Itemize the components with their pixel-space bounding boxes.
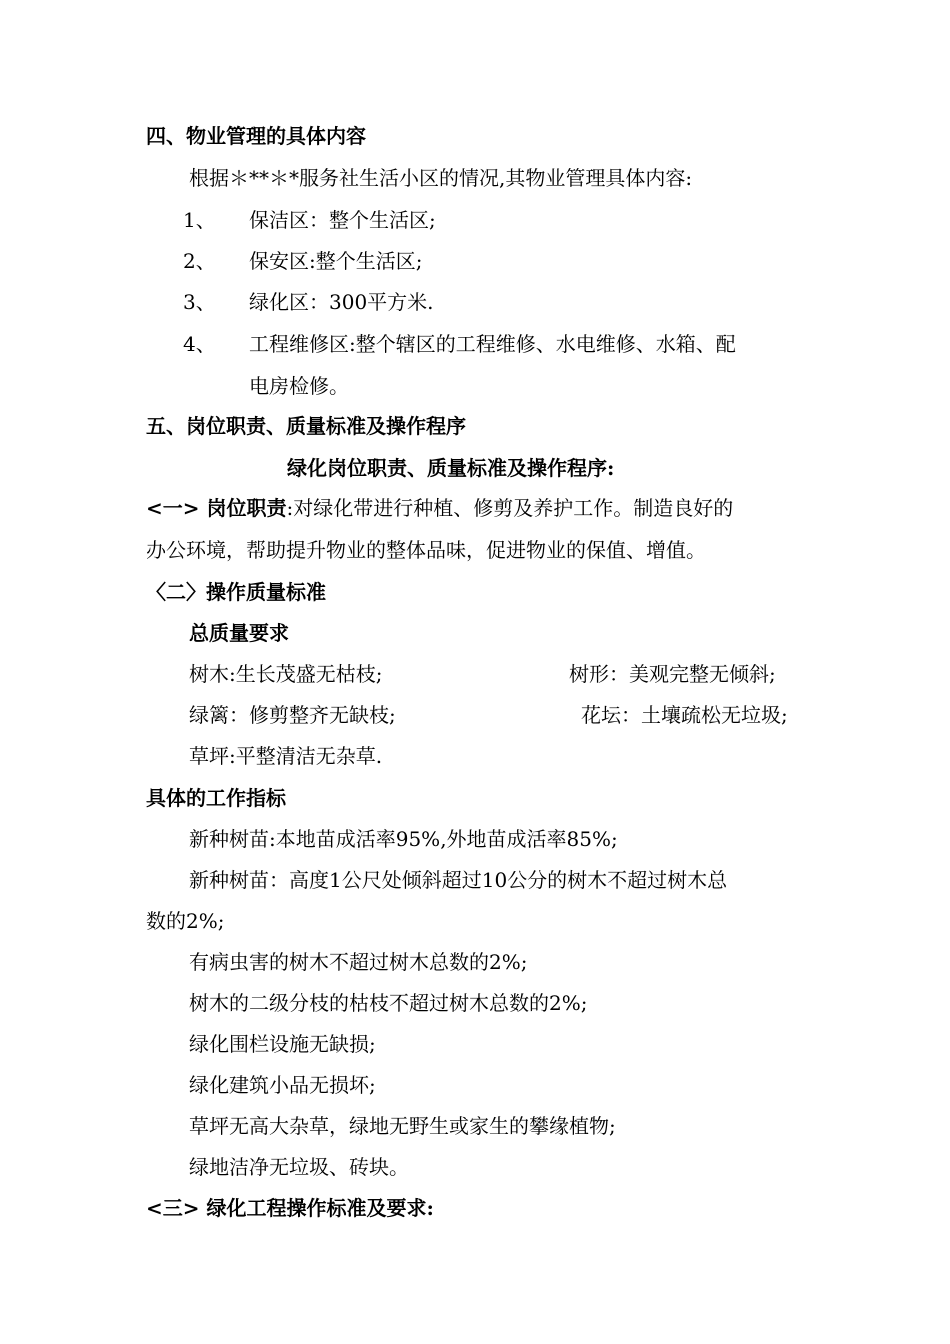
part1-paragraph (146, 496, 733, 520)
part2-heading: 〈二〉操作质量标准 (146, 580, 326, 604)
item-number: 3、 (183, 290, 216, 314)
section4-heading: 四、物业管理的具体内容 (146, 124, 366, 148)
standard-lawn: 草坪:平整清洁无杂草. (189, 744, 383, 768)
indicators-heading: 具体的工作指标 (146, 786, 286, 810)
part1-continuation: 办公环境，帮助提升物业的整体品味，促进物业的保值、增值。 (146, 538, 706, 562)
list-item: 绿化区：300平方米. (249, 290, 434, 314)
standard-right: 花坛：土壤疏松无垃圾; (581, 703, 788, 727)
item-number: 4、 (183, 332, 216, 356)
list-item: 保安区:整个生活区; (249, 249, 423, 273)
indicator-item: 绿化围栏设施无缺损; (189, 1032, 376, 1056)
standard-right: 树形：美观完整无倾斜; (569, 662, 776, 686)
section5-heading: 五、岗位职责、质量标准及操作程序 (146, 414, 466, 438)
indicator-item-continuation: 数的2%; (146, 909, 225, 933)
list-item-continuation: 电房检修。 (249, 374, 349, 398)
part1-label: <一> 岗位职责 (146, 496, 287, 520)
item-number: 1、 (183, 208, 216, 232)
item-number: 2、 (183, 249, 216, 273)
part2-subheading: 总质量要求 (189, 621, 289, 645)
list-item: 保洁区：整个生活区; (249, 208, 436, 232)
standard-left: 绿篱：修剪整齐无缺枝; (189, 703, 396, 727)
indicator-item: 有病虫害的树木不超过树木总数的2%; (189, 950, 528, 974)
indicator-item: 草坪无高大杂草，绿地无野生或家生的攀缘植物; (189, 1114, 616, 1138)
section4-intro: 根据＊**＊*服务社生活小区的情况,其物业管理具体内容: (189, 166, 693, 190)
part3-heading: <三> 绿化工程操作标准及要求: (146, 1196, 434, 1220)
list-item: 工程维修区:整个辖区的工程维修、水电维修、水箱、配 (249, 332, 736, 356)
part1-text: :对绿化带进行种植、修剪及养护工作。制造良好的 (286, 496, 734, 520)
standard-left: 树木:生长茂盛无枯枝; (189, 662, 383, 686)
indicator-item: 绿化建筑小品无损坏; (189, 1073, 376, 1097)
indicator-item: 新种树苗:本地苗成活率95%,外地苗成活率85%; (189, 827, 618, 851)
indicator-item: 绿地洁净无垃圾、砖块。 (189, 1155, 409, 1179)
section5-subtitle: 绿化岗位职责、质量标准及操作程序: (287, 456, 615, 480)
indicator-item: 树木的二级分枝的枯枝不超过树木总数的2%; (189, 991, 588, 1015)
indicator-item: 新种树苗：高度1公尺处倾斜超过10公分的树木不超过树木总 (189, 868, 728, 892)
